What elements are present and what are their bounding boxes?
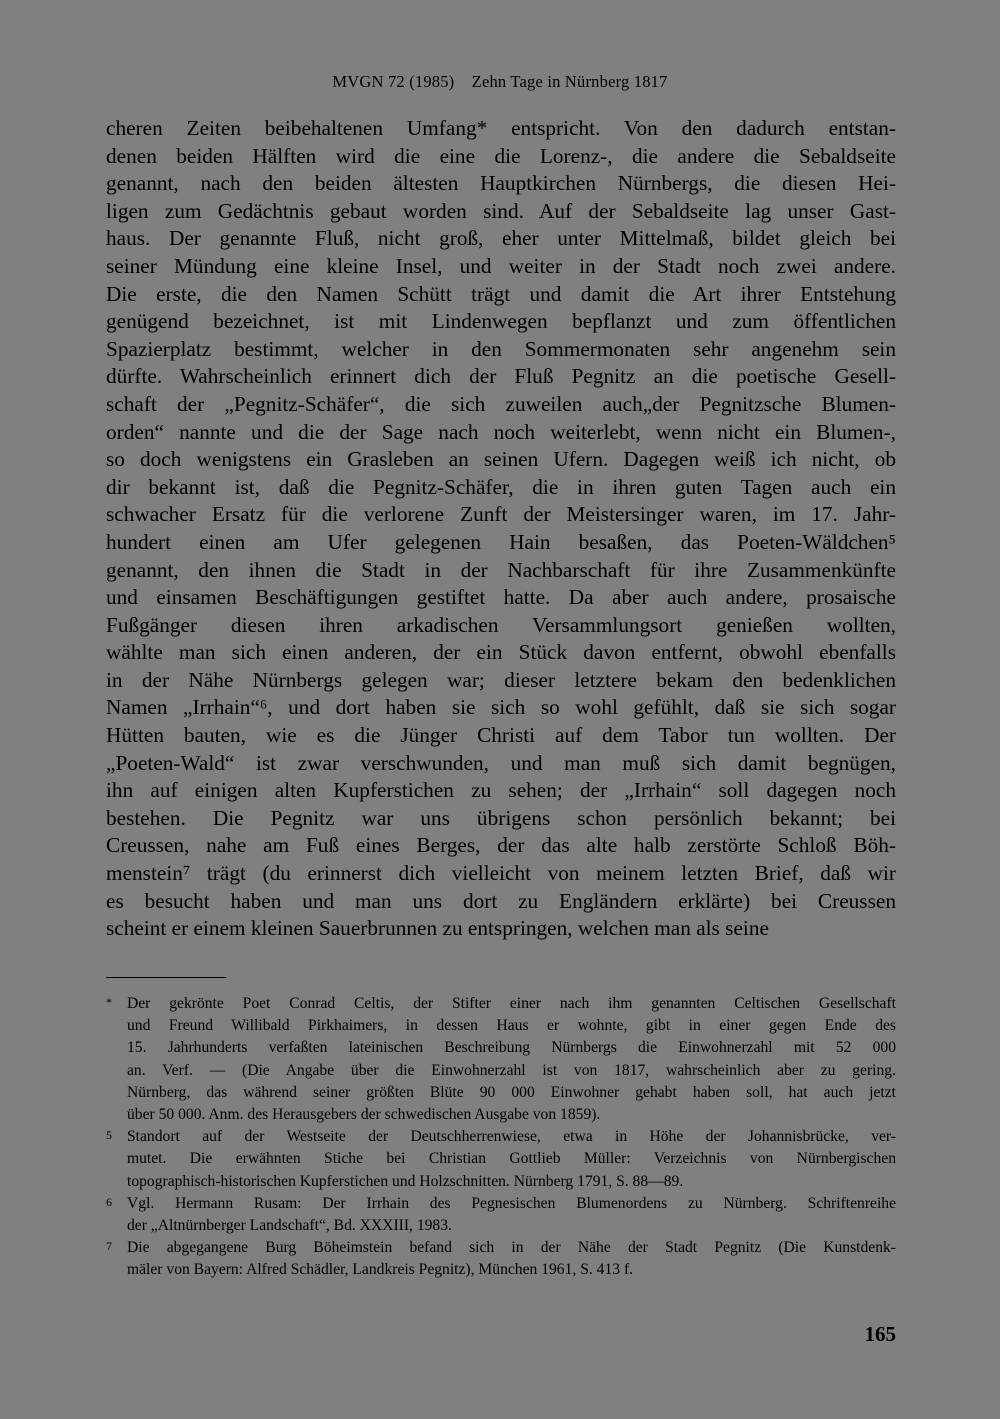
footnote-line: 15. Jahrhunderts verfaßten lateinischen Beschreibung Nürnbergs die Einwohnerzahl mit 52 000 <box>127 1039 896 1057</box>
body-line: genügend bezeichnet, ist mit Lindenwegen bepflanzt und zum öffentlichen <box>106 309 896 334</box>
body-line: menstein⁷ trägt (du erinnerst dich vielleicht von meinem letzten Brief, daß wir <box>106 861 896 886</box>
footnote-line: Nürnberg, das während seiner größten Blüte 90 000 Einwohner gehabt haben soll, hat auch jetzt <box>127 1083 896 1101</box>
footnote <box>106 993 896 1126</box>
body-line: ihn auf einigen alten Kupferstichen zu sehen; der „Irrhain“ soll dagegen noch <box>106 778 896 803</box>
footnote <box>106 1126 896 1193</box>
body-line: Creussen, nahe am Fuß eines Berges, der das alte halb zerstörte Schloß Böh- <box>106 833 896 858</box>
body-line: genannt, nach den beiden ältesten Hauptkirchen Nürnbergs, die diesen Hei- <box>106 171 896 196</box>
body-line: schwacher Ersatz für die verlorene Zunft der Meistersinger waren, im 17. Jahr- <box>106 502 896 527</box>
footnote-mark: 5 <box>106 1128 112 1143</box>
footnote-line: topographisch-historischen Kupferstichen und Holzschnitten. Nürnberg 1791, S. 88—89. <box>127 1172 684 1190</box>
body-line: schaft der „Pegnitz-Schäfer“, die sich zuweilen auch„der Pegnitzsche Blumen- <box>106 391 896 416</box>
footnote-line: Vgl. Hermann Rusam: Der Irrhain des Pegnesischen Blumenordens zu Nürnberg. Schriftenreihe <box>127 1194 896 1212</box>
footnote-line: mäler von Bayern: Alfred Schädler, Landkreis Pegnitz), München 1961, S. 413 f. <box>127 1261 634 1279</box>
footnote <box>106 1237 896 1281</box>
footnote-line: Die abgegangene Burg Böheimstein befand sich in der Nähe der Stadt Pegnitz (Die Kunstdenk- <box>127 1239 896 1257</box>
body-line: bestehen. Die Pegnitz war uns übrigens schon persönlich bekannt; bei <box>106 805 896 830</box>
body-line: seiner Mündung eine kleine Insel, und weiter in der Stadt noch zwei andere. <box>106 253 896 278</box>
body-line: „Poeten-Wald“ ist zwar verschwunden, und man muß sich damit begnügen, <box>106 750 896 775</box>
footnote-line: mutet. Die erwähnten Stiche bei Christian Gottlieb Müller: Verzeichnis von Nürnbergischen <box>127 1150 896 1168</box>
body-line: ligen zum Gedächtnis gebaut worden sind. Auf der Sebaldseite lag unser Gast- <box>106 198 896 223</box>
footnote-line: an. Verf. — (Die Angabe über die Einwohnerzahl ist von 1817, wahrscheinlich aber zu gering. <box>127 1061 896 1079</box>
body-line: in der Nähe Nürnbergs gelegen war; dieser letztere bekam den bedenklichen <box>106 667 896 692</box>
body-line: orden“ nannte und die der Sage nach noch weiterlebt, wenn nicht ein Blumen-, <box>106 419 896 444</box>
body-line: Die erste, die den Namen Schütt trägt und damit die Art ihrer Entstehung <box>106 281 896 306</box>
body-line: Fußgänger diesen ihren arkadischen Versammlungsort genießen wollten, <box>106 612 896 637</box>
footnote-mark: 6 <box>106 1194 112 1209</box>
body-line: haus. Der genannte Fluß, nicht groß, eher unter Mittelmaß, bildet gleich bei <box>106 226 896 251</box>
footnote-line: Standort auf der Westseite der Deutschherrenwiese, etwa in Höhe der Johannisbrücke, ver- <box>127 1128 896 1146</box>
body-line: so doch wenigstens ein Grasleben an seinen Ufern. Dagegen weiß ich nicht, ob <box>106 447 896 472</box>
body-line: und einsamen Beschäftigungen gestiftet hatte. Da aber auch andere, prosaische <box>106 585 896 610</box>
body-line: dir bekannt ist, daß die Pegnitz-Schäfer, die in ihren guten Tagen auch ein <box>106 474 896 499</box>
footnote-divider <box>106 977 226 978</box>
page-number: 165 <box>864 1322 896 1346</box>
footnote-mark: * <box>106 995 112 1009</box>
body-line: genannt, den ihnen die Stadt in der Nachbarschaft für ihre Zusammenkünfte <box>106 557 896 582</box>
body-text <box>106 115 896 943</box>
body-line: wählte man sich einen anderen, der ein Stück davon entfernt, obwohl ebenfalls <box>106 640 896 665</box>
body-line: es besucht haben und man uns dort zu Engländern erklärte) bei Creussen <box>106 888 896 913</box>
body-line: dürfte. Wahrscheinlich erinnert dich der Fluß Pegnitz an die poetische Gesell- <box>106 364 896 389</box>
footnote-line: Der gekrönte Poet Conrad Celtis, der Stifter einer nach ihm genannten Celtischen Gesellschaft <box>127 995 896 1012</box>
body-line: hundert einen am Ufer gelegenen Hain besaßen, das Poeten-Wäldchen⁵ <box>106 529 896 554</box>
footnote-line: und Freund Willibald Pirkhaimers, in dessen Haus er wohnte, gibt in einer gegen Ende des <box>127 1017 896 1035</box>
body-line: Hütten bauten, wie es die Jünger Christi auf dem Tabor tun wollten. Der <box>106 723 896 748</box>
body-line: denen beiden Hälften wird die eine die Lorenz-, die andere die Sebaldseite <box>106 143 896 168</box>
footnotes <box>106 993 896 1281</box>
footnote-line: über 50 000. Anm. des Herausgebers der schwedischen Ausgabe von 1859). <box>127 1105 601 1123</box>
footnote <box>106 1193 896 1237</box>
running-head: MVGN 72 (1985) Zehn Tage in Nürnberg 1817 <box>332 72 668 91</box>
body-line: Namen „Irrhain“⁶, und dort haben sie sich so wohl gefühlt, daß sie sich sogar <box>106 695 896 720</box>
body-line: Spazierplatz bestimmt, welcher in den Sommermonaten sehr angenehm sein <box>106 336 896 361</box>
body-line: cheren Zeiten beibehaltenen Umfang* entspricht. Von den dadurch entstan- <box>106 116 896 140</box>
body-line: scheint er einem kleinen Sauerbrunnen zu entspringen, welchen man als seine <box>106 916 769 941</box>
footnote-line: der „Altnürnberger Landschaft“, Bd. XXXIII, 1983. <box>127 1216 452 1234</box>
footnote-mark: 7 <box>106 1239 112 1254</box>
